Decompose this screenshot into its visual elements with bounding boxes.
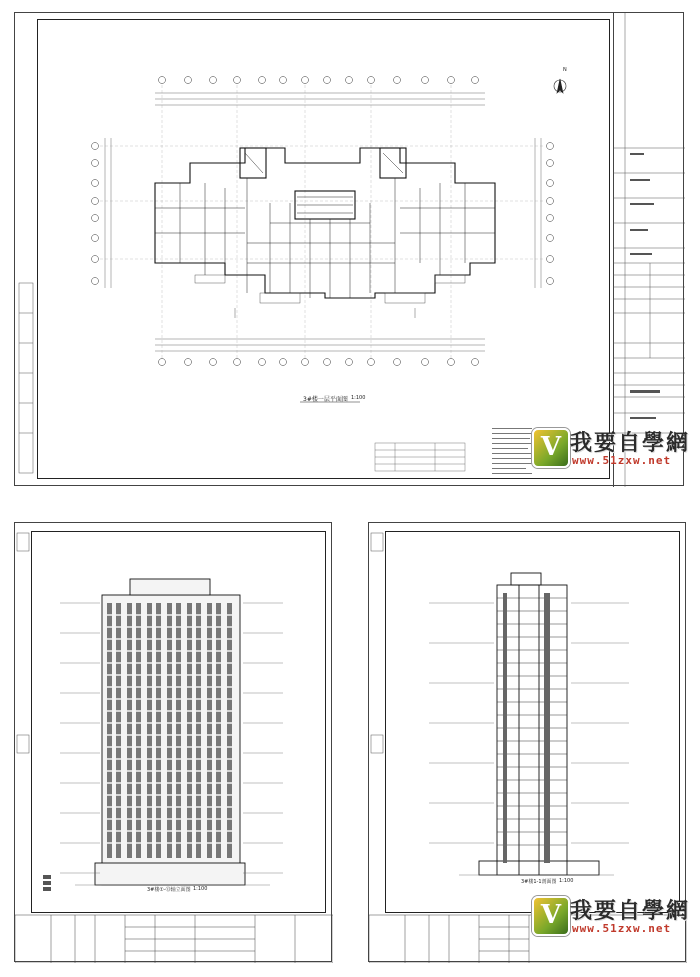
floor-plan-north-label: N xyxy=(563,67,567,73)
watermark-url: www.51zxw.net xyxy=(572,454,672,467)
watermark-badge-icon: V xyxy=(532,896,570,936)
watermark-cn-text: 我要自學網 xyxy=(570,431,691,456)
watermark-logo-bottom xyxy=(532,896,692,936)
elevation-title: 3#楼①-⑬轴立面图 xyxy=(147,887,191,893)
elevation-drawing xyxy=(15,523,333,963)
section-scale: 1:100 xyxy=(559,878,574,884)
watermark-cn-text: 我要自學網 xyxy=(570,899,691,924)
elevation-sheet xyxy=(14,522,332,962)
watermark-badge-icon: V xyxy=(532,428,570,468)
floor-plan-scale: 1:100 xyxy=(351,395,366,401)
floor-plan-sheet xyxy=(14,12,684,486)
elevation-scale: 1:100 xyxy=(193,886,208,892)
watermark-logo-top xyxy=(532,428,692,468)
section-title: 3#楼1-1剖面图 xyxy=(521,879,557,885)
floor-plan-title: 3#楼一层平面图 xyxy=(303,396,348,403)
floor-plan-drawing xyxy=(15,13,685,487)
watermark-url: www.51zxw.net xyxy=(572,922,672,935)
